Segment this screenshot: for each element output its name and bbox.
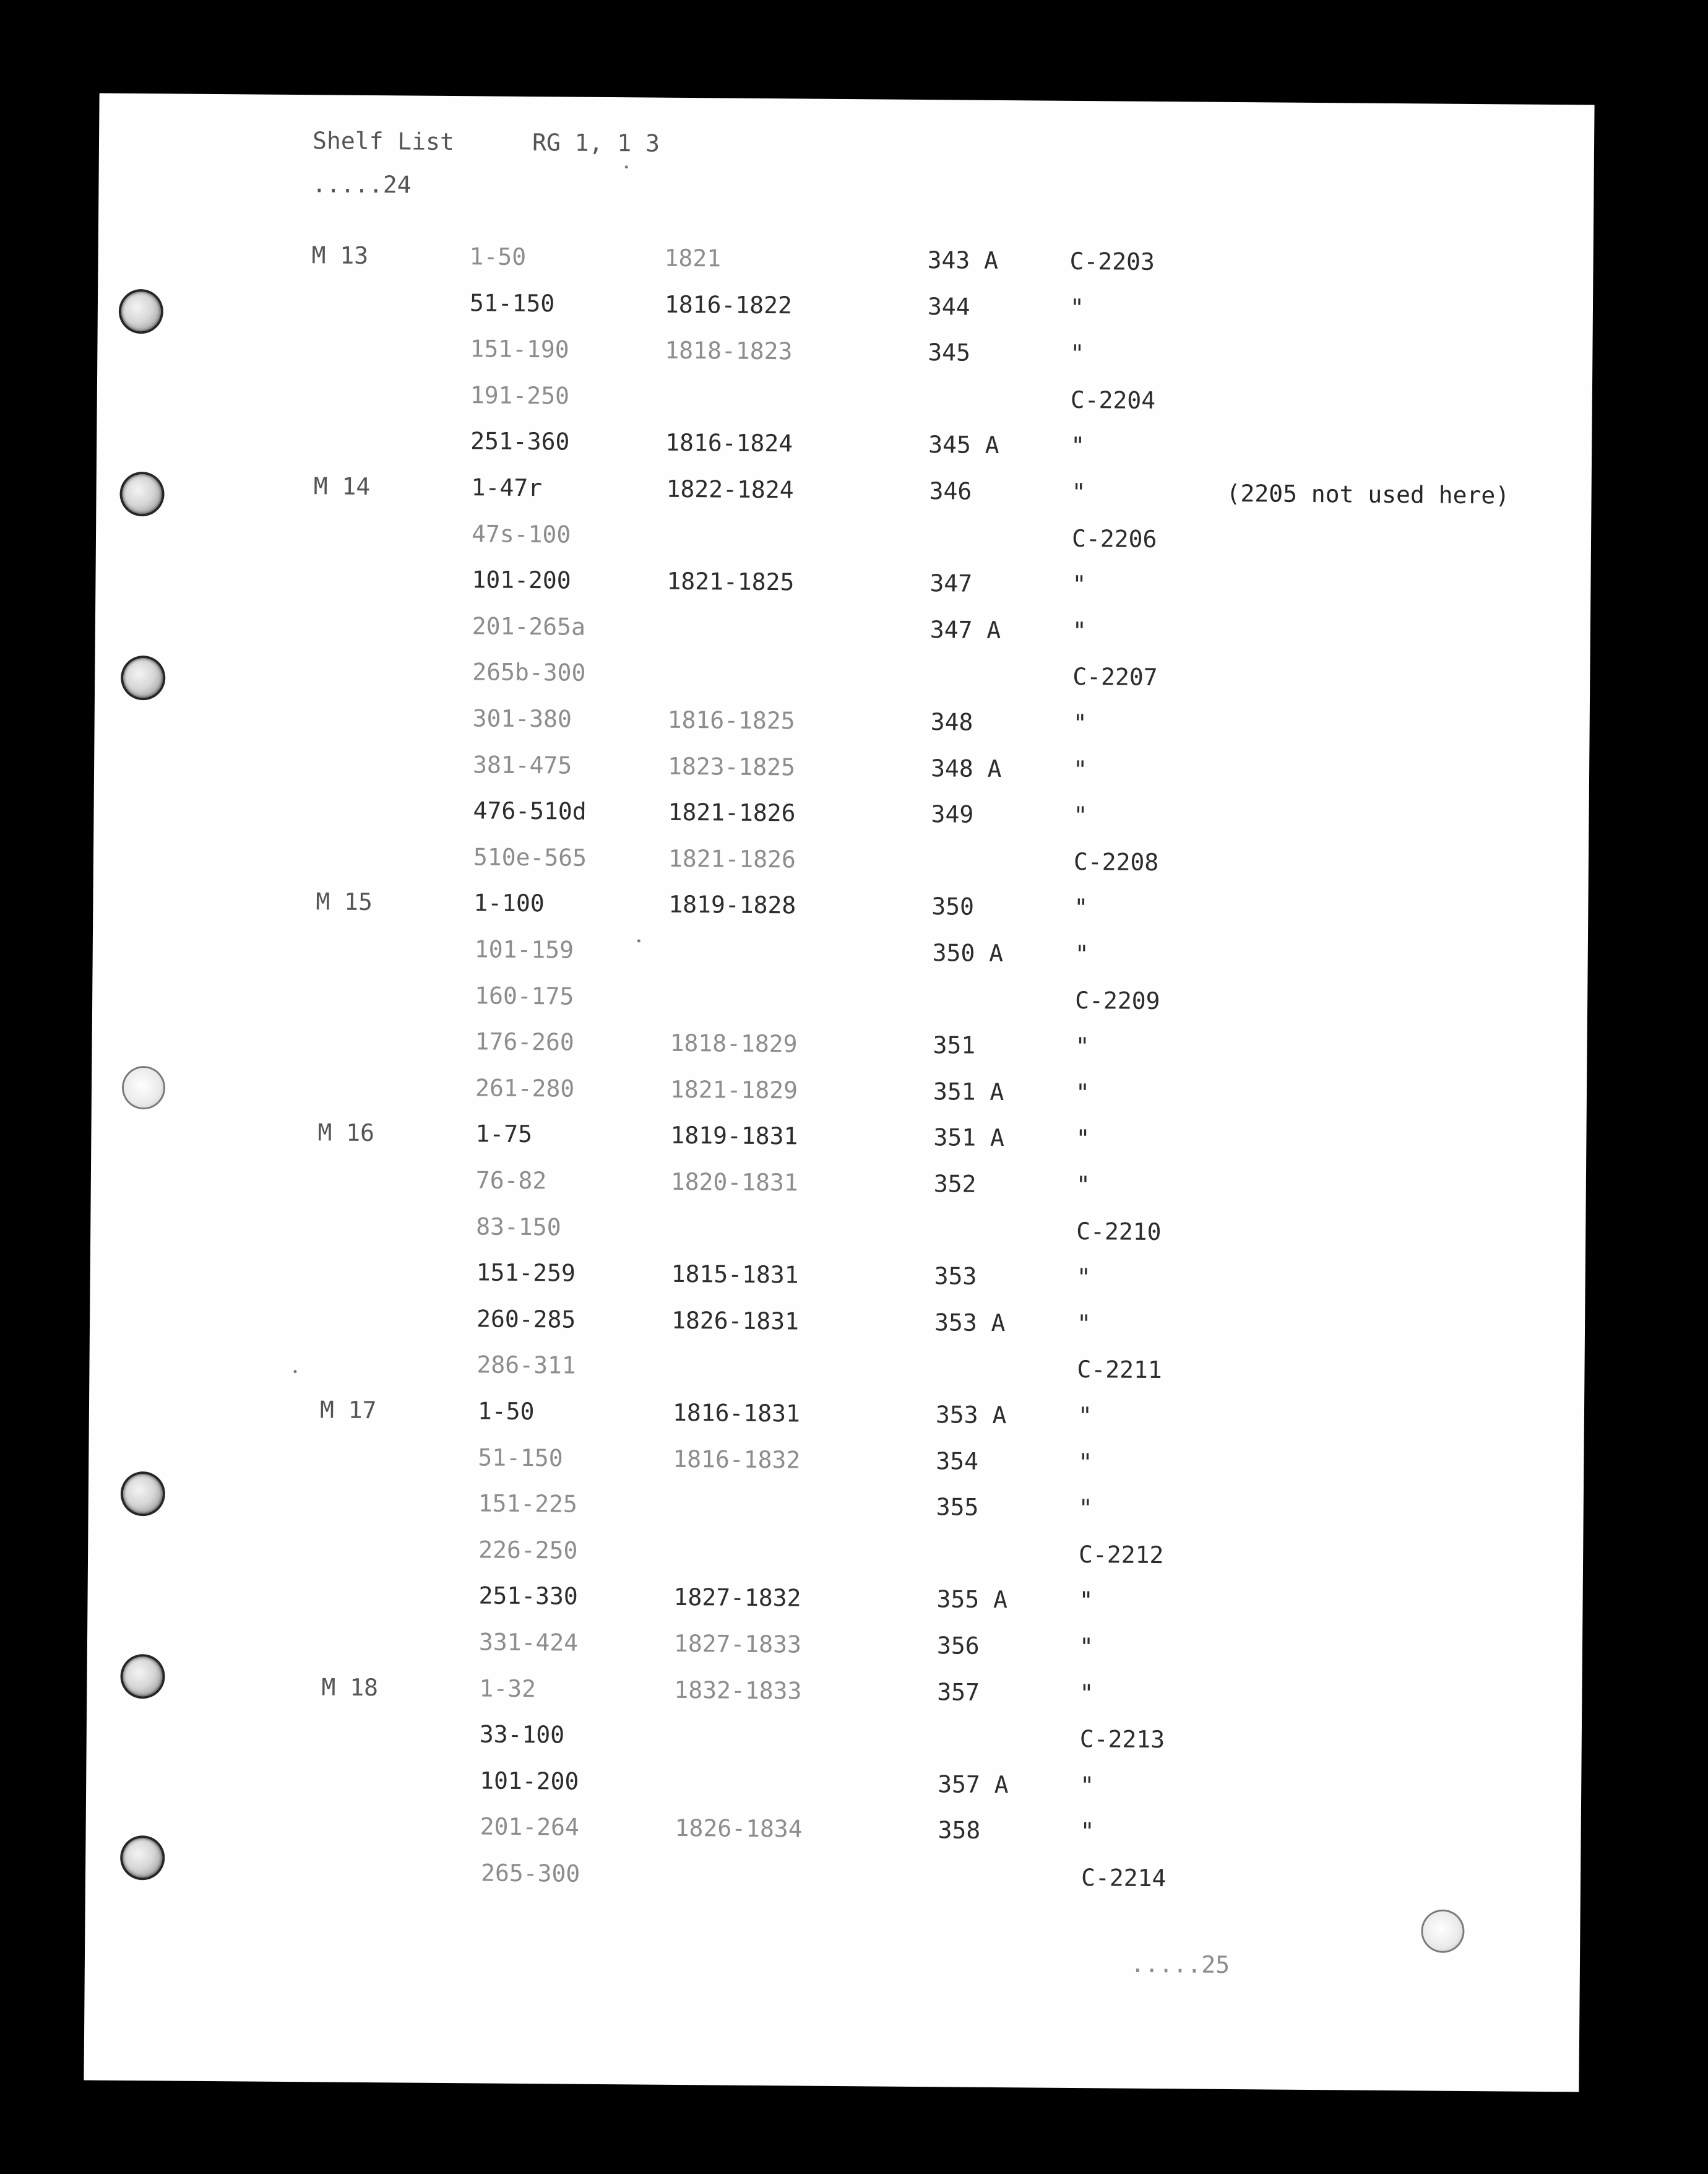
row-container-code: C-2209 xyxy=(1075,986,1160,1015)
row-item-range: 261-280 xyxy=(475,1074,575,1102)
row-item-range: 176-260 xyxy=(475,1028,574,1056)
row-container-code: " xyxy=(1075,1032,1090,1060)
row-item-range: 151-259 xyxy=(476,1258,576,1287)
row-item-range: 101-200 xyxy=(472,566,571,594)
continued-from-marker: .....24 xyxy=(312,170,412,199)
row-container-code: " xyxy=(1075,1079,1090,1107)
row-date-range: 1818-1829 xyxy=(670,1029,798,1058)
row-reference-number: 351 A xyxy=(933,1124,1004,1152)
speck xyxy=(293,1370,296,1373)
row-reference-number: 351 xyxy=(933,1031,976,1059)
row-item-range: 160-175 xyxy=(475,982,574,1010)
punch-hole xyxy=(123,658,163,698)
row-item-range: 1-50 xyxy=(477,1397,535,1426)
row-item-range: 510e-565 xyxy=(473,843,587,872)
row-container-code: " xyxy=(1071,478,1086,506)
row-date-range: 1832-1833 xyxy=(674,1676,802,1705)
row-reference-number: 348 xyxy=(930,708,973,736)
row-container-code: " xyxy=(1076,1171,1090,1199)
row-item-range: 265-300 xyxy=(480,1859,580,1887)
row-item-range: 226-250 xyxy=(478,1536,578,1564)
row-container-code: " xyxy=(1069,293,1085,322)
row-container-code: " xyxy=(1072,617,1087,645)
row-item-range: 301-380 xyxy=(472,704,572,733)
row-container-code: " xyxy=(1073,801,1088,829)
row-container-code: C-2212 xyxy=(1078,1541,1164,1569)
row-item-range: 101-159 xyxy=(474,935,574,964)
row-item-range: 381-475 xyxy=(472,751,572,779)
row-container-code: " xyxy=(1072,755,1088,784)
row-container-code: " xyxy=(1072,709,1087,737)
row-container-code: C-2208 xyxy=(1073,847,1159,877)
row-group-label: M 14 xyxy=(313,472,371,501)
row-container-code: " xyxy=(1070,339,1085,368)
row-item-range: 1-47r xyxy=(471,474,543,502)
row-container-code: C-2211 xyxy=(1077,1356,1162,1384)
row-item-range: 33-100 xyxy=(479,1720,565,1749)
punch-hole xyxy=(124,1068,164,1108)
row-item-range: 151-190 xyxy=(470,335,569,363)
row-item-range: 101-200 xyxy=(480,1767,579,1795)
row-container-code: " xyxy=(1071,431,1085,460)
row-date-range: 1815-1831 xyxy=(671,1260,799,1289)
row-item-range: 286-311 xyxy=(477,1351,576,1379)
row-item-range: 260-285 xyxy=(476,1305,576,1333)
punch-hole xyxy=(123,1838,163,1878)
row-reference-number: 354 xyxy=(936,1447,979,1475)
row-item-range: 51-150 xyxy=(478,1444,563,1472)
row-item-range: 265b-300 xyxy=(472,658,586,686)
row-container-code: C-2206 xyxy=(1071,524,1157,553)
row-reference-number: 353 A xyxy=(934,1309,1006,1337)
row-date-range: 1821-1826 xyxy=(668,798,796,827)
row-item-range: 1-100 xyxy=(473,889,545,917)
row-reference-number: 345 xyxy=(928,339,971,366)
row-group-label: M 18 xyxy=(321,1673,379,1702)
row-date-range: 1821 xyxy=(664,244,722,272)
document-page xyxy=(84,93,1594,2092)
row-item-range: 476-510d xyxy=(473,797,587,825)
row-date-range: 1827-1832 xyxy=(673,1583,801,1612)
row-container-code: " xyxy=(1078,1449,1093,1476)
row-item-range: 47s-100 xyxy=(471,520,571,548)
row-item-range: 151-225 xyxy=(478,1489,578,1518)
row-reference-number: 347 A xyxy=(929,616,1001,644)
row-date-range: 1822-1824 xyxy=(666,475,794,504)
row-date-range: 1827-1833 xyxy=(673,1629,802,1658)
row-reference-number: 352 xyxy=(933,1170,977,1198)
row-item-range: 251-330 xyxy=(478,1582,578,1610)
row-date-range: 1821-1829 xyxy=(670,1075,798,1104)
row-item-range: 201-265a xyxy=(472,612,586,641)
row-reference-number: 351 A xyxy=(933,1078,1004,1106)
row-reference-number: 349 xyxy=(931,800,974,828)
row-container-code: " xyxy=(1079,1633,1094,1661)
row-container-code: C-2213 xyxy=(1079,1725,1165,1754)
row-reference-number: 353 A xyxy=(935,1401,1007,1429)
row-container-code: " xyxy=(1072,570,1087,599)
row-item-range: 331-424 xyxy=(478,1628,579,1656)
row-container-code: " xyxy=(1076,1310,1092,1338)
row-reference-number: 350 xyxy=(931,893,975,920)
row-date-range: 1816-1822 xyxy=(664,290,793,319)
row-date-range: 1819-1831 xyxy=(670,1121,798,1150)
continued-to-marker: .....25 xyxy=(1130,1950,1230,1978)
row-date-range: 1826-1831 xyxy=(671,1306,800,1335)
row-date-range: 1816-1824 xyxy=(665,428,793,457)
row-group-label: M 13 xyxy=(311,241,369,269)
row-item-range: 1-75 xyxy=(475,1120,533,1148)
row-date-range: 1819-1828 xyxy=(668,890,796,919)
record-group-label: RG 1, 1 3 xyxy=(532,129,660,157)
row-reference-number: 343 A xyxy=(927,246,999,274)
row-item-range: 251-360 xyxy=(470,427,570,456)
row-reference-number: 355 A xyxy=(936,1585,1008,1614)
row-reference-number: 348 A xyxy=(930,755,1002,783)
row-group-label: M 16 xyxy=(317,1119,375,1147)
row-container-code: " xyxy=(1077,1402,1092,1430)
row-container-code: C-2210 xyxy=(1076,1218,1162,1246)
row-container-code: " xyxy=(1074,893,1089,922)
row-reference-number: 358 xyxy=(938,1816,981,1844)
row-reference-number: 353 xyxy=(934,1262,977,1290)
row-item-range: 1-50 xyxy=(469,243,527,271)
row-date-range: 1818-1823 xyxy=(665,336,793,365)
punch-hole xyxy=(121,292,162,332)
row-item-range: 83-150 xyxy=(476,1213,561,1241)
punch-hole xyxy=(122,474,162,514)
row-container-code: C-2207 xyxy=(1072,662,1158,691)
row-container-code: " xyxy=(1078,1494,1093,1522)
row-date-range: 1820-1831 xyxy=(670,1167,798,1197)
row-container-code: C-2204 xyxy=(1070,386,1156,414)
speck xyxy=(637,939,640,942)
row-item-range: 201-264 xyxy=(480,1812,579,1841)
row-date-range: 1816-1832 xyxy=(673,1445,801,1474)
row-reference-number: 355 xyxy=(936,1493,979,1521)
punch-hole xyxy=(1423,1911,1463,1951)
row-reference-number: 350 A xyxy=(932,939,1004,968)
row-container-code: " xyxy=(1074,940,1089,968)
row-container-code: C-2214 xyxy=(1080,1864,1167,1892)
punch-hole xyxy=(123,1656,163,1697)
row-reference-number: 357 xyxy=(937,1678,980,1706)
row-container-code: " xyxy=(1079,1587,1093,1614)
row-group-label: M 15 xyxy=(316,888,373,916)
row-container-code: " xyxy=(1080,1772,1095,1799)
row-reference-number: 346 xyxy=(929,477,972,505)
row-date-range: 1826-1834 xyxy=(675,1814,803,1843)
row-reference-number: 357 A xyxy=(938,1770,1009,1799)
punch-hole xyxy=(123,1474,163,1514)
row-item-range: 51-150 xyxy=(469,289,555,318)
row-date-range: 1816-1831 xyxy=(672,1398,801,1427)
row-date-range: 1823-1825 xyxy=(667,752,796,781)
row-reference-number: 356 xyxy=(936,1632,980,1660)
shelf-list-title: Shelf List xyxy=(312,127,454,156)
row-container-code: " xyxy=(1080,1817,1095,1845)
row-item-range: 191-250 xyxy=(470,381,570,410)
row-item-range: 76-82 xyxy=(475,1166,547,1195)
row-note: (2205 not used here) xyxy=(1226,479,1510,509)
row-reference-number: 344 xyxy=(927,293,970,321)
row-reference-number: 347 xyxy=(929,569,973,597)
speck xyxy=(625,165,628,168)
row-date-range: 1821-1826 xyxy=(668,844,796,873)
row-date-range: 1821-1825 xyxy=(666,567,795,596)
row-container-code: " xyxy=(1076,1263,1091,1291)
row-item-range: 1-32 xyxy=(479,1674,537,1703)
row-date-range: 1816-1825 xyxy=(667,706,795,735)
row-container-code: C-2203 xyxy=(1069,247,1155,275)
row-container-code: " xyxy=(1079,1679,1094,1707)
row-group-label: M 17 xyxy=(319,1396,377,1424)
row-reference-number: 345 A xyxy=(928,431,999,459)
row-container-code: " xyxy=(1076,1125,1090,1153)
